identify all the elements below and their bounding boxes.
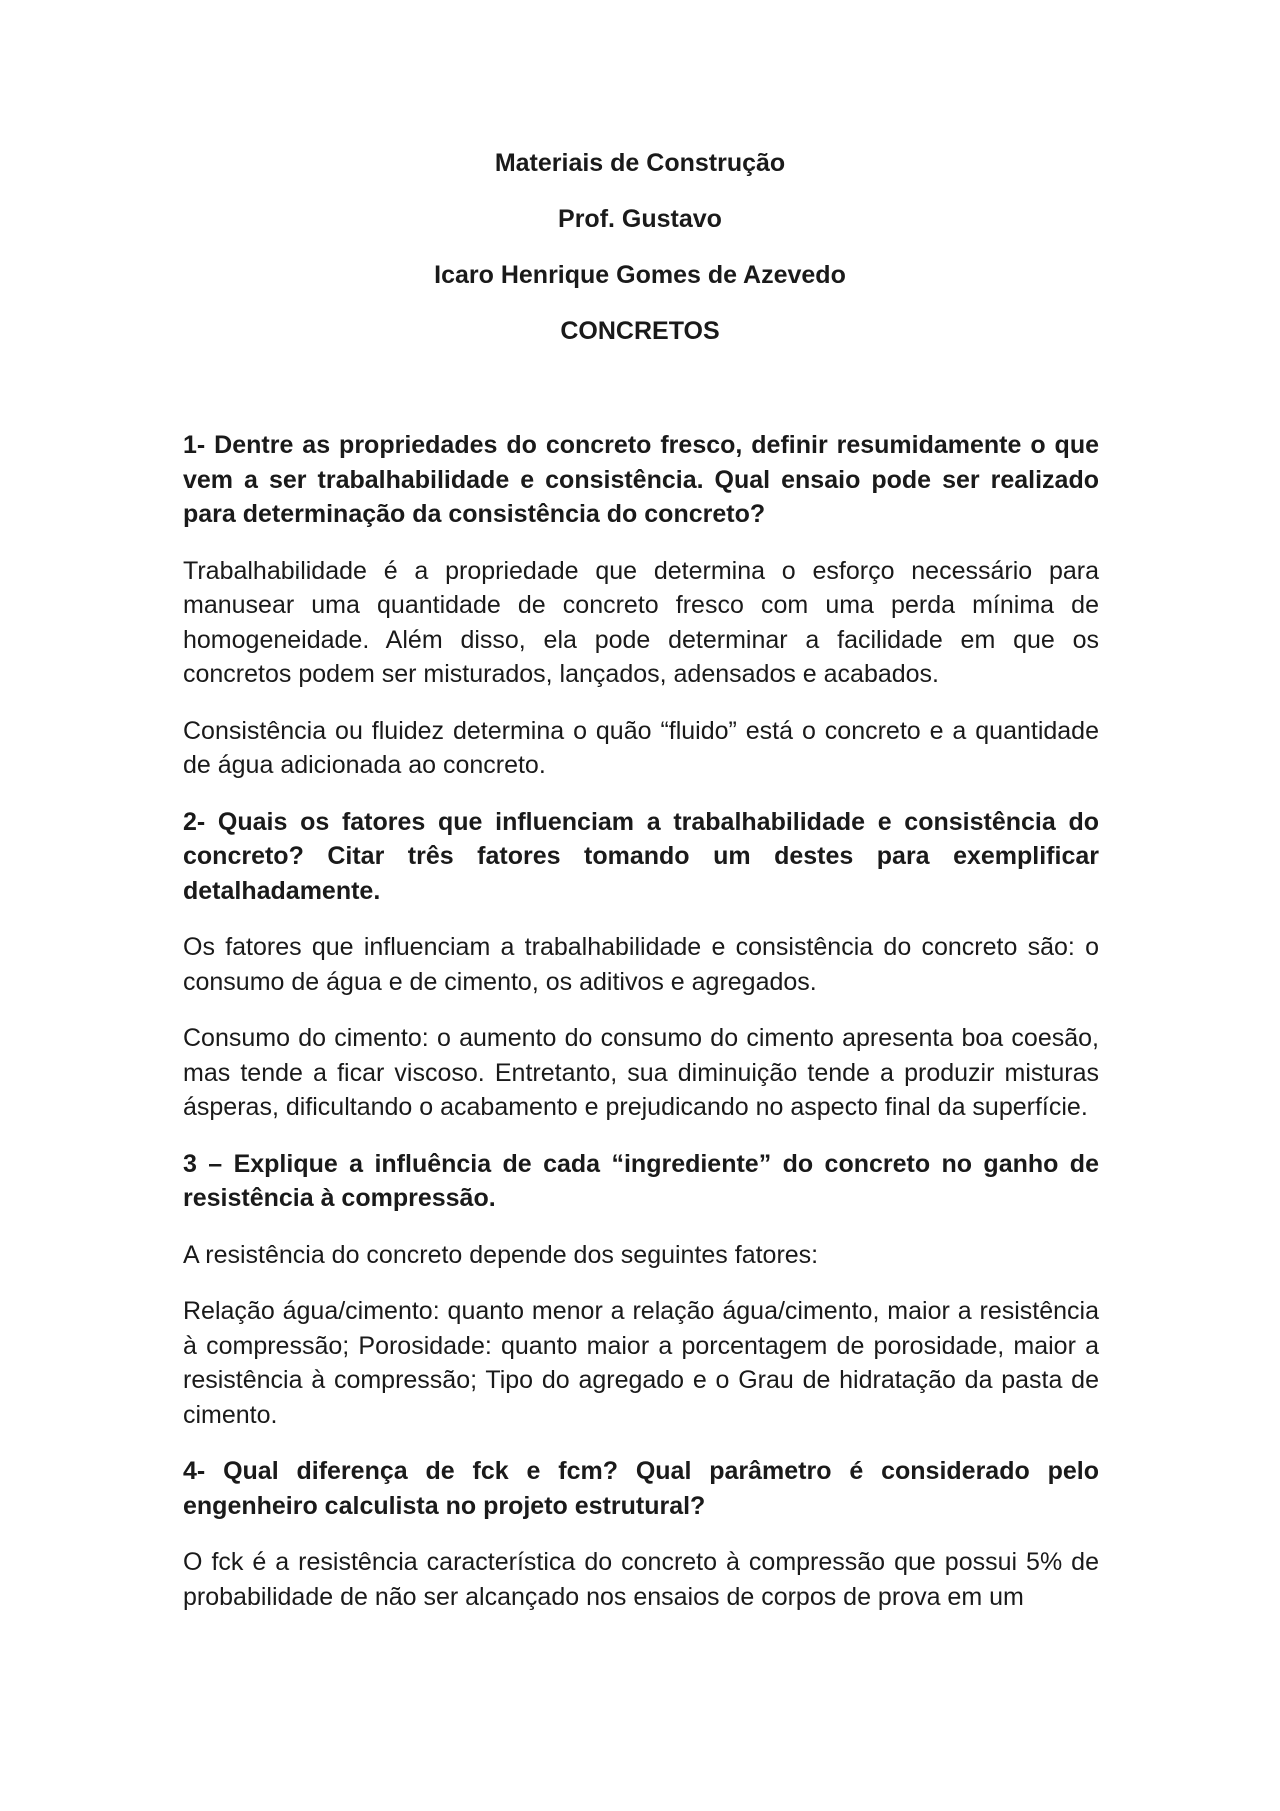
question-1: 1- Dentre as propriedades do concreto fresco, definir resumidamente o que vem a ser trabalhabilidade e consistência. Qual ensaio pode ser realizado para determinação da consistência do concreto?	[183, 431, 1099, 528]
answer-4-paragraph-1: O fck é a resistência característica do concreto à compressão que possui 5% de probabilidade de não ser alcançado nos ensaios de corpos de prova em um	[183, 1548, 1099, 1611]
professor-name: Prof. Gustavo	[558, 205, 722, 233]
answer-3-paragraph-2: Relação água/cimento: quanto menor a relação água/cimento, maior a resistência à compressão; Porosidade: quanto maior a porcentagem de porosidade, maior a resistência à compressão; Tipo do agregado e o Grau de hidratação da pasta de cimento.	[183, 1297, 1099, 1429]
question-3: 3 – Explique a influência de cada “ingrediente” do concreto no ganho de resistência à compressão.	[183, 1149, 1099, 1212]
section-3	[183, 1147, 1099, 1433]
topic-title: CONCRETOS	[560, 317, 720, 345]
question-2: 2- Quais os fatores que influenciam a trabalhabilidade e consistência do concreto? Citar três fatores tomando um destes para exemplificar detalhadamente.	[183, 807, 1099, 905]
section-2	[183, 805, 1099, 1125]
answer-2-paragraph-2: Consumo do cimento: o aumento do consumo do cimento apresenta boa coesão, mas tende a ficar viscoso. Entretanto, sua diminuição tende a produzir misturas ásperas, dificultando o acabamento e prejudicando no aspecto final da superfície.	[183, 1024, 1099, 1121]
student-name: Icaro Henrique Gomes de Azevedo	[434, 261, 846, 289]
document-body	[183, 428, 1099, 1636]
answer-3-paragraph-1: A resistência do concreto depende dos seguintes fatores:	[183, 1240, 819, 1269]
document-header	[0, 148, 1280, 372]
answer-1-paragraph-1: Trabalhabilidade é a propriedade que determina o esforço necessário para manusear uma quantidade de concreto fresco com uma perda mínima de homogeneidade. Além disso, ela pode determinar a facilidade em que os concretos podem ser misturados, lançados, adensados e acabados.	[183, 556, 1099, 688]
answer-2-paragraph-1: Os fatores que influenciam a trabalhabilidade e consistência do concreto são: o consumo de água e de cimento, os aditivos e agregados.	[183, 933, 1099, 996]
question-4: 4- Qual diferença de fck e fcm? Qual parâmetro é considerado pelo engenheiro calculista no projeto estrutural?	[183, 1457, 1099, 1520]
answer-1-paragraph-2: Consistência ou fluidez determina o quão “fluido” está o concreto e a quantidade de água adicionada ao concreto.	[183, 716, 1099, 779]
section-1	[183, 428, 1099, 783]
course-title: Materiais de Construção	[494, 149, 786, 177]
section-4	[183, 1454, 1099, 1614]
